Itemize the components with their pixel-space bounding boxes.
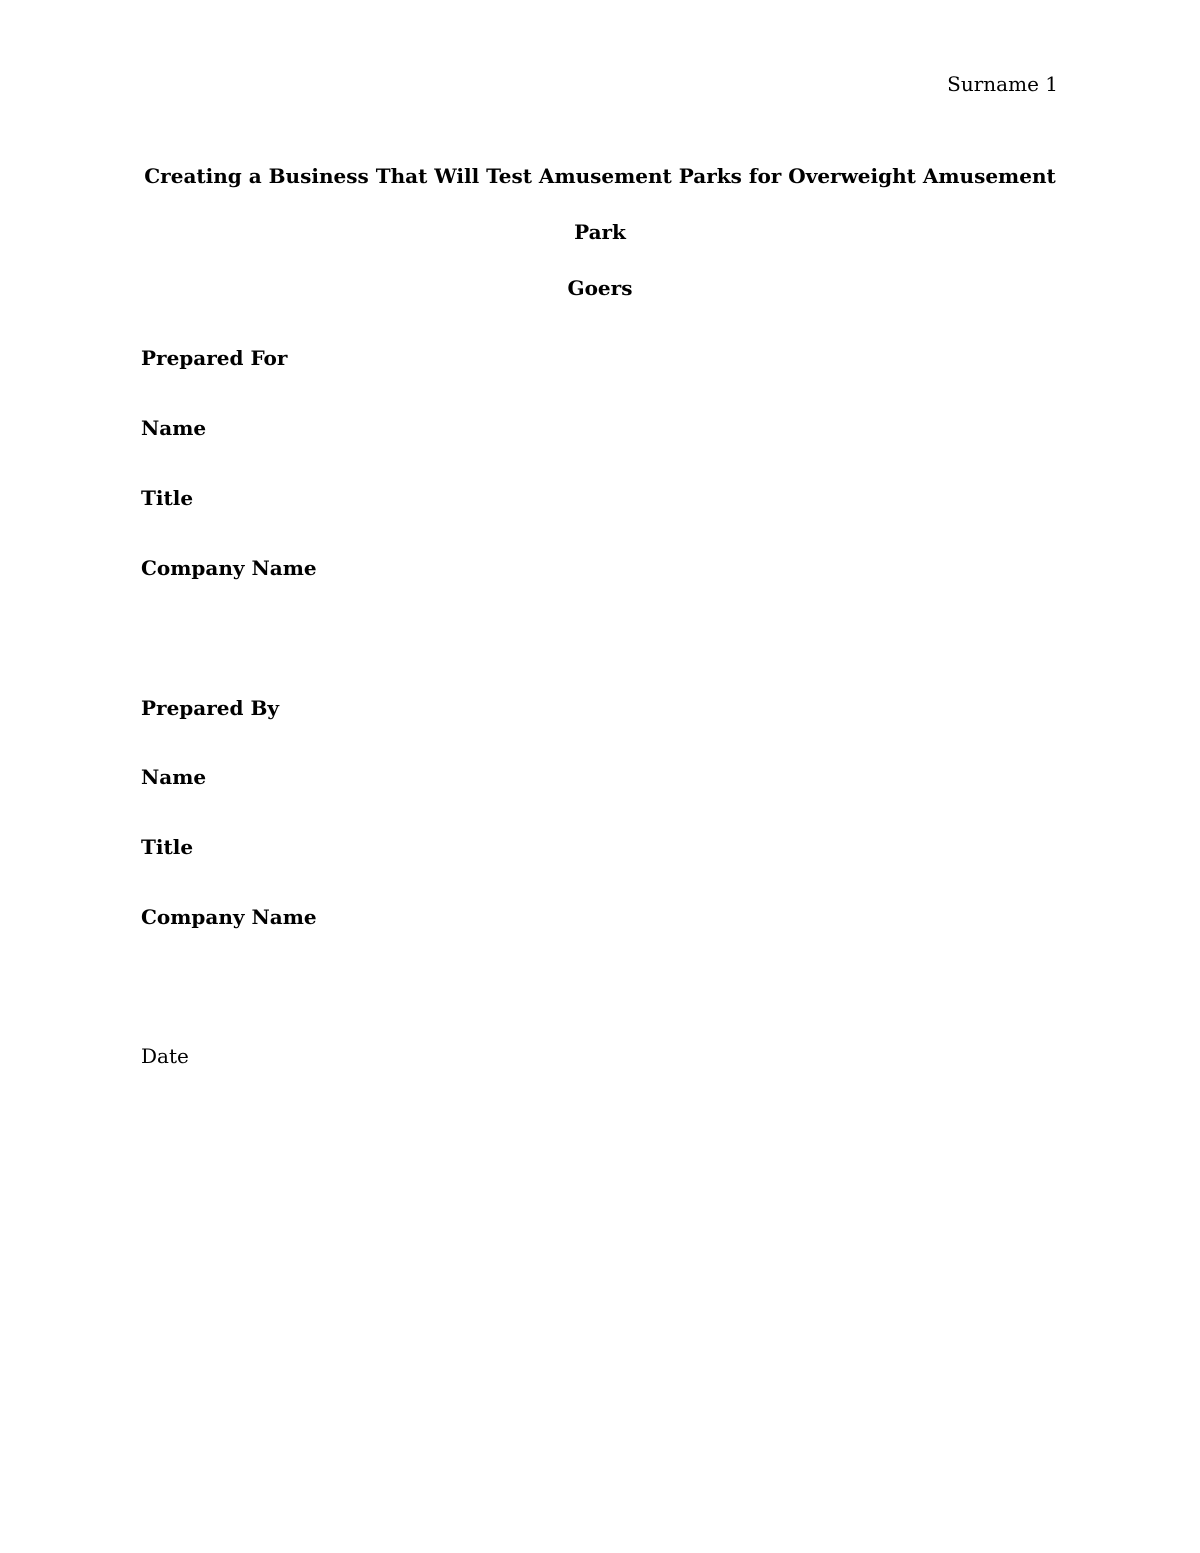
date-line: Date [141,1044,189,1068]
title-line-1: Creating a Business That Will Test Amusement Parks for Overweight Amusement Park [144,164,1056,244]
prepared-by-name: Name [141,765,207,789]
prepared-for-title: Title [141,486,194,510]
document-title [140,148,1060,316]
prepared-by-heading: Prepared By [141,696,279,720]
prepared-for-name: Name [141,416,207,440]
prepared-by-title: Title [141,835,194,859]
running-head: Surname 1 [947,72,1058,96]
prepared-for-heading: Prepared For [141,346,288,370]
prepared-for-company: Company Name [141,556,317,580]
title-line-2: Goers [567,276,633,300]
prepared-by-company: Company Name [141,905,317,929]
